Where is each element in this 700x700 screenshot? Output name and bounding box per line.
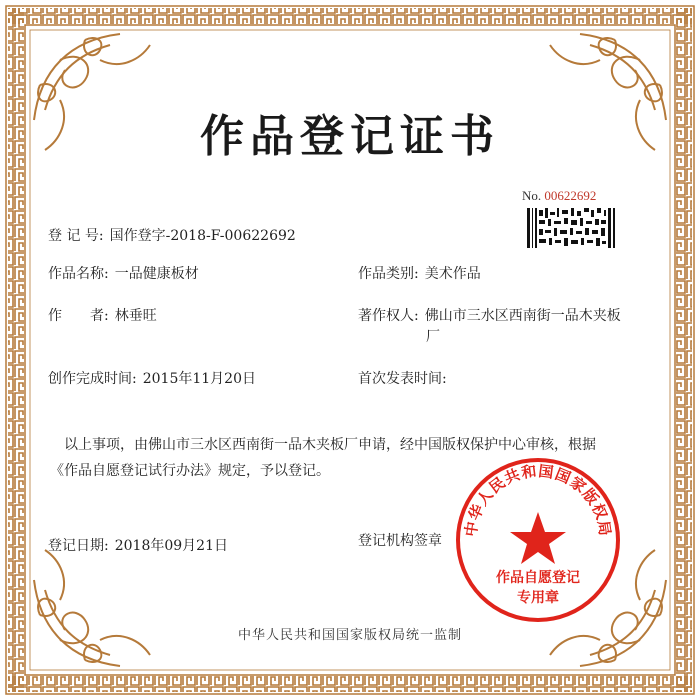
work-name-label: 作品名称:: [48, 266, 109, 282]
agency-signature-label: 登记机构签章: [358, 533, 442, 549]
registration-date-field: [48, 535, 228, 555]
completion-date-value: 2015年11月20日: [142, 371, 256, 387]
copyright-owner-value: 佛山市三水区西南街一品木夹板: [424, 308, 621, 324]
seal-line-1: 作品自愿登记: [496, 570, 580, 586]
statement-line-1: 以上事项，由佛山市三水区西南街一品木夹板厂申请，经中国版权保护中心审核，根据: [64, 437, 596, 453]
copyright-owner-field: [358, 305, 621, 325]
registration-number-field: [48, 225, 296, 245]
work-name-value: 一品健康板材: [114, 266, 199, 282]
work-type-value: 美术作品: [424, 266, 481, 282]
document-title: 作品登记证书: [200, 111, 500, 162]
registration-date-label: 登记日期:: [48, 538, 109, 554]
official-seal: [452, 454, 624, 626]
author-field: [48, 305, 157, 325]
statement-line-2: 《作品自愿登记试行办法》规定，予以登记。: [50, 463, 330, 479]
author-label: 作 者:: [48, 308, 109, 324]
registration-number-value: 国作登字-2018-F-00622692: [109, 228, 296, 244]
first-publish-field: [358, 368, 453, 388]
work-type-field: [358, 263, 481, 283]
registration-date-value: 2018年09月21日: [114, 538, 228, 554]
seal-star-icon: [510, 512, 566, 564]
completion-date-field: [48, 368, 256, 388]
copyright-owner-value-line2: 厂: [426, 329, 440, 345]
seal-arc-text: 中华人民共和国国家版权局: [461, 461, 615, 538]
qr-barcode: [527, 208, 615, 248]
copyright-owner-label: 著作权人:: [358, 308, 419, 324]
serial-label: No.: [522, 188, 542, 203]
corner-ornament-bottom-left: [34, 550, 150, 666]
serial-value: 00622692: [544, 188, 597, 203]
work-type-label: 作品类别:: [358, 266, 419, 282]
author-value: 林垂旺: [114, 308, 157, 324]
registration-number-label: 登 记 号:: [48, 228, 104, 244]
work-name-field: [48, 263, 199, 283]
first-publish-label: 首次发表时间:: [358, 371, 447, 387]
seal-line-2: 专用章: [517, 590, 559, 606]
completion-date-label: 创作完成时间:: [48, 371, 137, 387]
serial-number: [522, 188, 596, 204]
issuer-footer: 中华人民共和国国家版权局统一监制: [237, 628, 462, 643]
